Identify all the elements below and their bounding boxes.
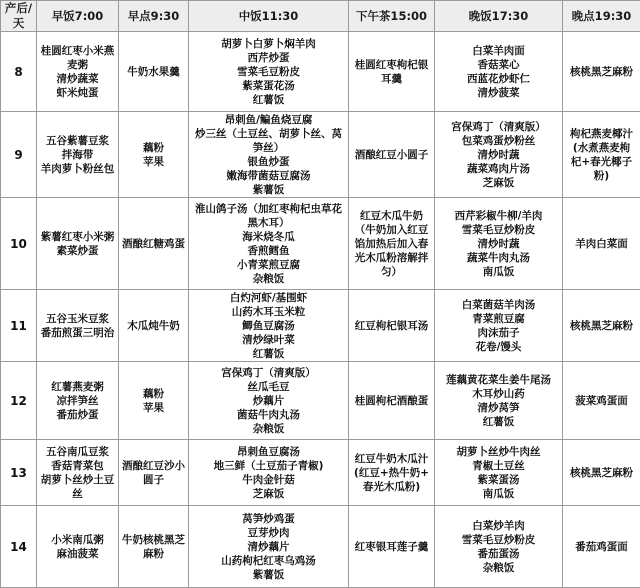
menu-item-line: 南瓜饭 — [437, 487, 560, 501]
menu-item-line: 紫薯红枣小米粥 — [39, 230, 116, 244]
lunch-cell — [189, 506, 349, 588]
day-cell: 11 — [1, 290, 37, 362]
menu-item-line: 清炒藕片 — [191, 540, 346, 554]
menu-item-line: 菌菇牛肉丸汤 — [191, 408, 346, 422]
menu-item-line: 胡萝卜白萝卜焖羊肉 — [191, 37, 346, 51]
menu-item-line: 地三鲜（土豆茄子青椒) — [191, 459, 346, 473]
menu-item-line: 番茄炒蛋 — [39, 408, 116, 422]
menu-item-line: 杂粮饭 — [437, 561, 560, 575]
menu-item-line: 西芹彩椒牛柳/羊肉 — [437, 209, 560, 223]
menu-item-line: 拌海带 — [39, 148, 116, 162]
table-row — [1, 440, 640, 506]
menu-item-line: 小米南瓜粥 — [39, 533, 116, 547]
menu-item-line: 红薯燕麦粥 — [39, 380, 116, 394]
menu-item-line: 淮山鸽子汤（加红枣枸杞虫草花 — [191, 202, 346, 216]
lunch-cell — [189, 362, 349, 440]
menu-item-line: 西蓝花炒虾仁 — [437, 72, 560, 86]
menu-item-line: 羊肉萝卜粉丝包 — [39, 162, 116, 176]
header-breakfast: 早饭7:00 — [37, 1, 119, 32]
breakfast-cell — [37, 506, 119, 588]
menu-item-line: 馅加热后加入春 — [351, 237, 432, 251]
menu-item-line: 雪菜毛豆炒粉皮 — [437, 223, 560, 237]
afternoon-tea-cell — [349, 198, 435, 290]
breakfast-cell — [37, 362, 119, 440]
menu-item-line: 清炒菠菜 — [437, 86, 560, 100]
menu-item-line: 白菜菌菇羊肉汤 — [437, 298, 560, 312]
menu-item-line: 菠菜鸡蛋面 — [565, 394, 638, 408]
lunch-cell — [189, 440, 349, 506]
morning-snack-cell — [119, 506, 189, 588]
menu-item-line: 莴笋炒鸡蛋 — [191, 512, 346, 526]
day-cell: 8 — [1, 32, 37, 112]
menu-item-line: 枸杞燕麦椰汁 — [565, 127, 638, 141]
menu-item-line: 凉拌笋丝 — [39, 394, 116, 408]
lunch-cell — [189, 290, 349, 362]
menu-item-line: 核桃黑芝麻粉 — [565, 466, 638, 480]
menu-item-line: 宫保鸡丁（清爽版） — [437, 120, 560, 134]
meal-table-body — [1, 32, 640, 588]
menu-item-line: 匀） — [351, 265, 432, 279]
menu-item-line: 春光木瓜粉) — [351, 480, 432, 494]
breakfast-cell — [37, 440, 119, 506]
afternoon-tea-cell — [349, 32, 435, 112]
lunch-cell — [189, 198, 349, 290]
menu-item-line: 麻粉 — [121, 547, 186, 561]
menu-item-line: 苹果 — [121, 155, 186, 169]
morning-snack-cell — [119, 290, 189, 362]
menu-item-line: 笋丝） — [191, 141, 346, 155]
menu-item-line: 杂粮饭 — [191, 272, 346, 286]
morning-snack-cell — [119, 198, 189, 290]
dinner-cell — [435, 440, 563, 506]
night-snack-cell — [563, 290, 640, 362]
morning-snack-cell — [119, 440, 189, 506]
menu-item-line: 藕粉 — [121, 141, 186, 155]
header-morning-snack: 早点9:30 — [119, 1, 189, 32]
header-afternoon-tea: 下午茶15:00 — [349, 1, 435, 32]
dinner-cell — [435, 506, 563, 588]
menu-item-line: 核桃黑芝麻粉 — [565, 319, 638, 333]
menu-item-line: 青菜煎豆腐 — [437, 312, 560, 326]
menu-item-line: 牛奶核桃黑芝 — [121, 533, 186, 547]
menu-item-line: 花卷/馒头 — [437, 340, 560, 354]
menu-item-line: 昂刺鱼/鳊鱼烧豆腐 — [191, 113, 346, 127]
menu-item-line: 清炒蔬菜 — [39, 72, 116, 86]
menu-item-line: 苹果 — [121, 401, 186, 415]
night-snack-cell — [563, 112, 640, 198]
afternoon-tea-cell — [349, 506, 435, 588]
morning-snack-cell — [119, 362, 189, 440]
header-lunch: 中饭11:30 — [189, 1, 349, 32]
menu-item-line: 芝麻饭 — [437, 176, 560, 190]
menu-item-line: 清炒绿叶菜 — [191, 333, 346, 347]
menu-item-line: 番茄煎蛋三明治 — [39, 326, 116, 340]
menu-item-line: 白灼河虾/基围虾 — [191, 291, 346, 305]
table-row — [1, 32, 640, 112]
menu-item-line: 白菜炒羊肉 — [437, 519, 560, 533]
menu-item-line: 桂圆枸杞酒酿蛋 — [351, 394, 432, 408]
afternoon-tea-cell — [349, 112, 435, 198]
menu-item-line: 红薯饭 — [191, 93, 346, 107]
menu-item-line: 清炒莴笋 — [437, 401, 560, 415]
menu-item-line: 牛肉金针菇 — [191, 473, 346, 487]
menu-item-line: (水煮燕麦枸 — [565, 141, 638, 155]
menu-item-line: 香煎鳕鱼 — [191, 244, 346, 258]
menu-item-line: 西芹炒蛋 — [191, 51, 346, 65]
menu-item-line: 胡萝卜丝炒土豆 — [39, 473, 116, 487]
morning-snack-cell — [119, 32, 189, 112]
afternoon-tea-cell — [349, 362, 435, 440]
table-row — [1, 290, 640, 362]
menu-item-line: 桂圆红枣小米燕 — [39, 44, 116, 58]
table-row — [1, 198, 640, 290]
menu-item-line: 五谷玉米豆浆 — [39, 312, 116, 326]
header-row — [1, 1, 640, 32]
menu-item-line: 五谷南瓜豆浆 — [39, 445, 116, 459]
menu-item-line: 耳羹 — [351, 72, 432, 86]
menu-item-line: 红薯饭 — [191, 347, 346, 361]
breakfast-cell — [37, 290, 119, 362]
afternoon-tea-cell — [349, 440, 435, 506]
menu-item-line: 麻油菠菜 — [39, 547, 116, 561]
menu-item-line: 藕粉 — [121, 387, 186, 401]
menu-item-line: 羊肉白菜面 — [565, 237, 638, 251]
menu-item-line: 麦粥 — [39, 58, 116, 72]
menu-item-line: 炒藕片 — [191, 394, 346, 408]
menu-item-line: 雪菜毛豆粉皮 — [191, 65, 346, 79]
afternoon-tea-cell — [349, 290, 435, 362]
menu-item-line: 粉) — [565, 169, 638, 183]
day-cell: 10 — [1, 198, 37, 290]
menu-item-line: 紫薯饭 — [191, 568, 346, 582]
header-night-snack: 晚点19:30 — [563, 1, 640, 32]
day-cell: 13 — [1, 440, 37, 506]
menu-item-line: 五谷紫薯豆浆 — [39, 134, 116, 148]
menu-item-line: 酒酿红豆小圆子 — [351, 148, 432, 162]
night-snack-cell — [563, 362, 640, 440]
menu-item-line: 雪菜毛豆炒粉皮 — [437, 533, 560, 547]
header-day: 产后/ 天 — [1, 1, 37, 32]
menu-item-line: 红枣银耳莲子羹 — [351, 540, 432, 554]
menu-item-line: 清炒时蔬 — [437, 148, 560, 162]
menu-item-line: 紫菜蛋汤 — [437, 473, 560, 487]
menu-item-line: 胡萝卜丝炒牛肉丝 — [437, 445, 560, 459]
menu-item-line: (红豆+热牛奶+ — [351, 466, 432, 480]
menu-item-line: 酒酿红糖鸡蛋 — [121, 237, 186, 251]
night-snack-cell — [563, 506, 640, 588]
menu-item-line: 桂圆红枣枸杞银 — [351, 58, 432, 72]
night-snack-cell — [563, 440, 640, 506]
menu-item-line: 番茄鸡蛋面 — [565, 540, 638, 554]
table-row — [1, 506, 640, 588]
table-row — [1, 112, 640, 198]
lunch-cell — [189, 32, 349, 112]
menu-item-line: 紫薯饭 — [191, 183, 346, 197]
dinner-cell — [435, 362, 563, 440]
night-snack-cell — [563, 32, 640, 112]
dinner-cell — [435, 32, 563, 112]
menu-item-line: 牛奶水果羹 — [121, 65, 186, 79]
menu-item-line: 杞+春光椰子 — [565, 155, 638, 169]
menu-item-line: 虾米炖蛋 — [39, 86, 116, 100]
menu-item-line: 包菜鸡蛋炒粉丝 — [437, 134, 560, 148]
night-snack-cell — [563, 198, 640, 290]
menu-item-line: 木耳炒山药 — [437, 387, 560, 401]
menu-item-line: 香菇菜心 — [437, 58, 560, 72]
menu-item-line: 白菜羊肉面 — [437, 44, 560, 58]
menu-item-line: 圆子 — [121, 473, 186, 487]
menu-item-line: 红豆牛奶木瓜汁 — [351, 452, 432, 466]
menu-item-line: 丝 — [39, 487, 116, 501]
breakfast-cell — [37, 32, 119, 112]
menu-item-line: 昂刺鱼豆腐汤 — [191, 445, 346, 459]
menu-item-line: 银鱼炒蛋 — [191, 155, 346, 169]
dinner-cell — [435, 198, 563, 290]
menu-item-line: 木瓜炖牛奶 — [121, 319, 186, 333]
menu-item-line: 丝瓜毛豆 — [191, 380, 346, 394]
menu-item-line: 嫩海带菌菇豆腐汤 — [191, 169, 346, 183]
menu-item-line: 清炒时蔬 — [437, 237, 560, 251]
table-row — [1, 362, 640, 440]
day-cell: 14 — [1, 506, 37, 588]
menu-item-line: 蔬菜鸡肉片汤 — [437, 162, 560, 176]
menu-item-line: 红豆木瓜牛奶 — [351, 209, 432, 223]
menu-item-line: 豆芽炒肉 — [191, 526, 346, 540]
menu-item-line: 鲫鱼豆腐汤 — [191, 319, 346, 333]
menu-item-line: 肉沫茄子 — [437, 326, 560, 340]
menu-item-line: 素菜炒蛋 — [39, 244, 116, 258]
menu-item-line: 酒酿红豆沙小 — [121, 459, 186, 473]
menu-item-line: 海米烧冬瓜 — [191, 230, 346, 244]
menu-item-line: 南瓜饭 — [437, 265, 560, 279]
menu-item-line: 小青菜煎豆腐 — [191, 258, 346, 272]
menu-item-line: 山药枸杞红枣乌鸡汤 — [191, 554, 346, 568]
menu-item-line: 莲藕黄花菜生姜牛尾汤 — [437, 373, 560, 387]
morning-snack-cell — [119, 112, 189, 198]
menu-item-line: 杂粮饭 — [191, 422, 346, 436]
menu-item-line: 香菇青菜包 — [39, 459, 116, 473]
menu-item-line: 核桃黑芝麻粉 — [565, 65, 638, 79]
breakfast-cell — [37, 112, 119, 198]
menu-item-line: 青椒土豆丝 — [437, 459, 560, 473]
menu-item-line: 红豆枸杞银耳汤 — [351, 319, 432, 333]
menu-item-line: 宫保鸡丁（清爽版） — [191, 366, 346, 380]
menu-item-line: 红薯饭 — [437, 415, 560, 429]
menu-item-line: 紫菜蛋花汤 — [191, 79, 346, 93]
header-dinner: 晚饭17:30 — [435, 1, 563, 32]
day-cell: 12 — [1, 362, 37, 440]
menu-item-line: 黑木耳） — [191, 216, 346, 230]
menu-item-line: 芝麻饭 — [191, 487, 346, 501]
day-cell: 9 — [1, 112, 37, 198]
lunch-cell — [189, 112, 349, 198]
breakfast-cell — [37, 198, 119, 290]
menu-item-line: 番茄蛋汤 — [437, 547, 560, 561]
menu-item-line: 光木瓜粉溶解拌 — [351, 251, 432, 265]
menu-item-line: 蔬菜牛肉丸汤 — [437, 251, 560, 265]
dinner-cell — [435, 112, 563, 198]
menu-item-line: 山药木耳玉米粒 — [191, 305, 346, 319]
dinner-cell — [435, 290, 563, 362]
menu-item-line: （牛奶加入红豆 — [351, 223, 432, 237]
menu-item-line: 炒三丝（土豆丝、胡萝卜丝、莴 — [191, 127, 346, 141]
